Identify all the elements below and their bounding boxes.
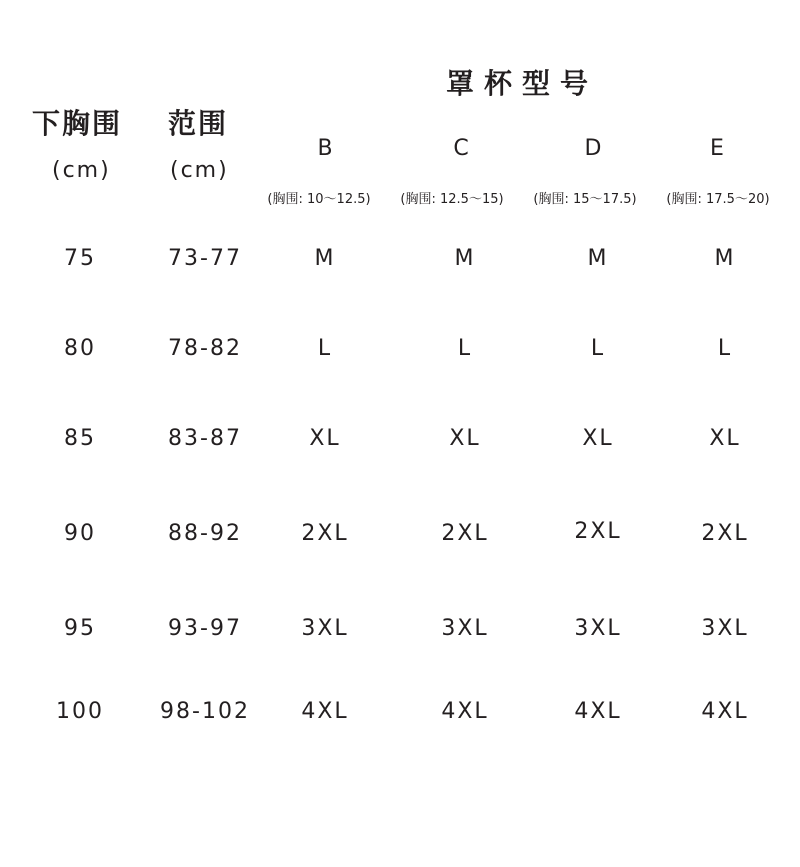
size-b: 2XL	[301, 521, 349, 546]
size-c: 4XL	[441, 699, 489, 724]
size-e: L	[717, 336, 733, 361]
size-c: XL	[449, 426, 481, 451]
cup-size-title: 罩杯型号	[446, 67, 599, 100]
range-value: 88-92	[168, 521, 242, 546]
size-b: L	[317, 336, 333, 361]
size-d: 4XL	[574, 699, 622, 724]
cup-d-range: (胸围: 15～17.5)	[533, 192, 637, 207]
size-c: M	[454, 246, 476, 271]
underbust-value: 100	[56, 699, 104, 724]
cup-e-label: E	[710, 136, 724, 161]
range-value: 93-97	[168, 616, 242, 641]
size-d: M	[587, 246, 609, 271]
underbust-value: 90	[64, 521, 96, 546]
cup-e-range: (胸围: 17.5～20)	[666, 192, 770, 207]
underbust-value: 95	[64, 616, 96, 641]
cup-b-range: (胸围: 10～12.5)	[267, 192, 371, 207]
size-b: 4XL	[301, 699, 349, 724]
size-b: M	[314, 246, 336, 271]
size-e: 3XL	[701, 616, 749, 641]
range-value: 78-82	[168, 336, 242, 361]
range-unit: (cm)	[170, 158, 229, 183]
range-value: 83-87	[168, 426, 242, 451]
size-d: L	[590, 336, 606, 361]
size-c: L	[457, 336, 473, 361]
size-c: 3XL	[441, 616, 489, 641]
underbust-value: 85	[64, 426, 96, 451]
underbust-unit: (cm)	[52, 158, 111, 183]
size-e: XL	[709, 426, 741, 451]
size-d: 2XL	[574, 519, 622, 544]
cup-b-label: B	[317, 136, 333, 161]
underbust-header: 下胸围	[32, 107, 123, 140]
size-d: 3XL	[574, 616, 622, 641]
size-e: 2XL	[701, 521, 749, 546]
size-b: XL	[309, 426, 341, 451]
size-c: 2XL	[441, 521, 489, 546]
range-header: 范围	[168, 107, 229, 140]
underbust-value: 75	[64, 246, 96, 271]
underbust-value: 80	[64, 336, 96, 361]
range-value: 98-102	[160, 699, 250, 724]
size-b: 3XL	[301, 616, 349, 641]
cup-c-label: C	[453, 136, 469, 161]
size-e: 4XL	[701, 699, 749, 724]
cup-d-label: D	[584, 136, 602, 161]
cup-c-range: (胸围: 12.5～15)	[400, 192, 504, 207]
range-value: 73-77	[168, 246, 242, 271]
size-d: XL	[582, 426, 614, 451]
size-e: M	[714, 246, 736, 271]
